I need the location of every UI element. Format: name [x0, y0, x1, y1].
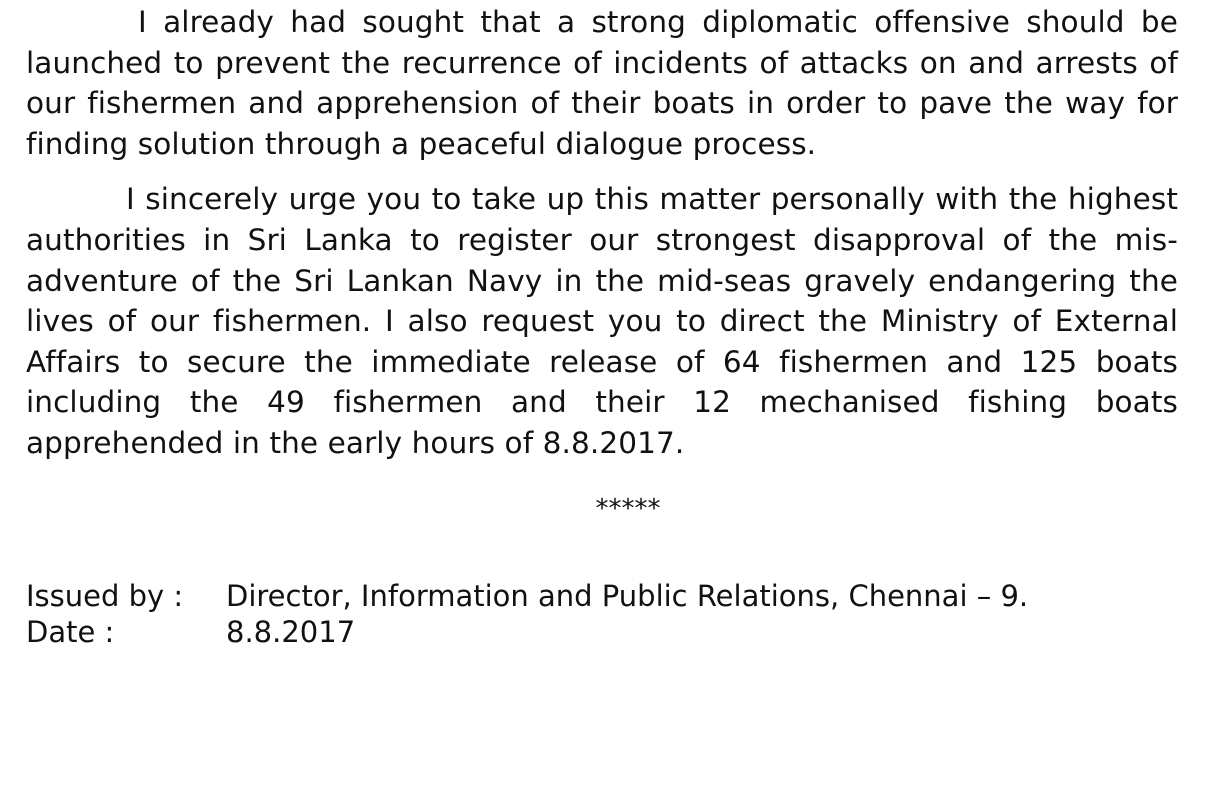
- section-separator: *****: [595, 493, 661, 524]
- date-label: Date :: [26, 614, 115, 649]
- issued-by-row: [26, 578, 1178, 614]
- release-metadata: [26, 578, 1178, 650]
- paragraph-urge-release: I sincerely urge you to take up this matter personally with the highest authorities in Sri Lanka to register our strongest disapproval of the mis-adventure of the Sri Lankan Navy in the mid-seas gravely endangering the lives of our fishermen. I also request you to direct the Ministry of External Affairs to secure the immediate release of 64 fishermen and 125 boats including the 49 fishermen and their 12 mechanised fishing boats apprehended in the early hours of 8.8.2017.: [26, 182, 1178, 460]
- paragraph-diplomatic-offensive: I already had sought that a strong diplomatic offensive should be launched to prevent the recurrence of incidents of attacks on and arrests of our fishermen and apprehension of their boats in order to pave the way for finding solution through a peaceful dialogue process.: [26, 5, 1178, 161]
- press-release-page: [26, 0, 1178, 650]
- date-row: [26, 614, 1178, 650]
- issued-by-value: Director, Information and Public Relations, Chennai – 9.: [226, 578, 1029, 613]
- date-value: 8.8.2017: [226, 614, 356, 649]
- issued-by-label: Issued by :: [26, 578, 184, 613]
